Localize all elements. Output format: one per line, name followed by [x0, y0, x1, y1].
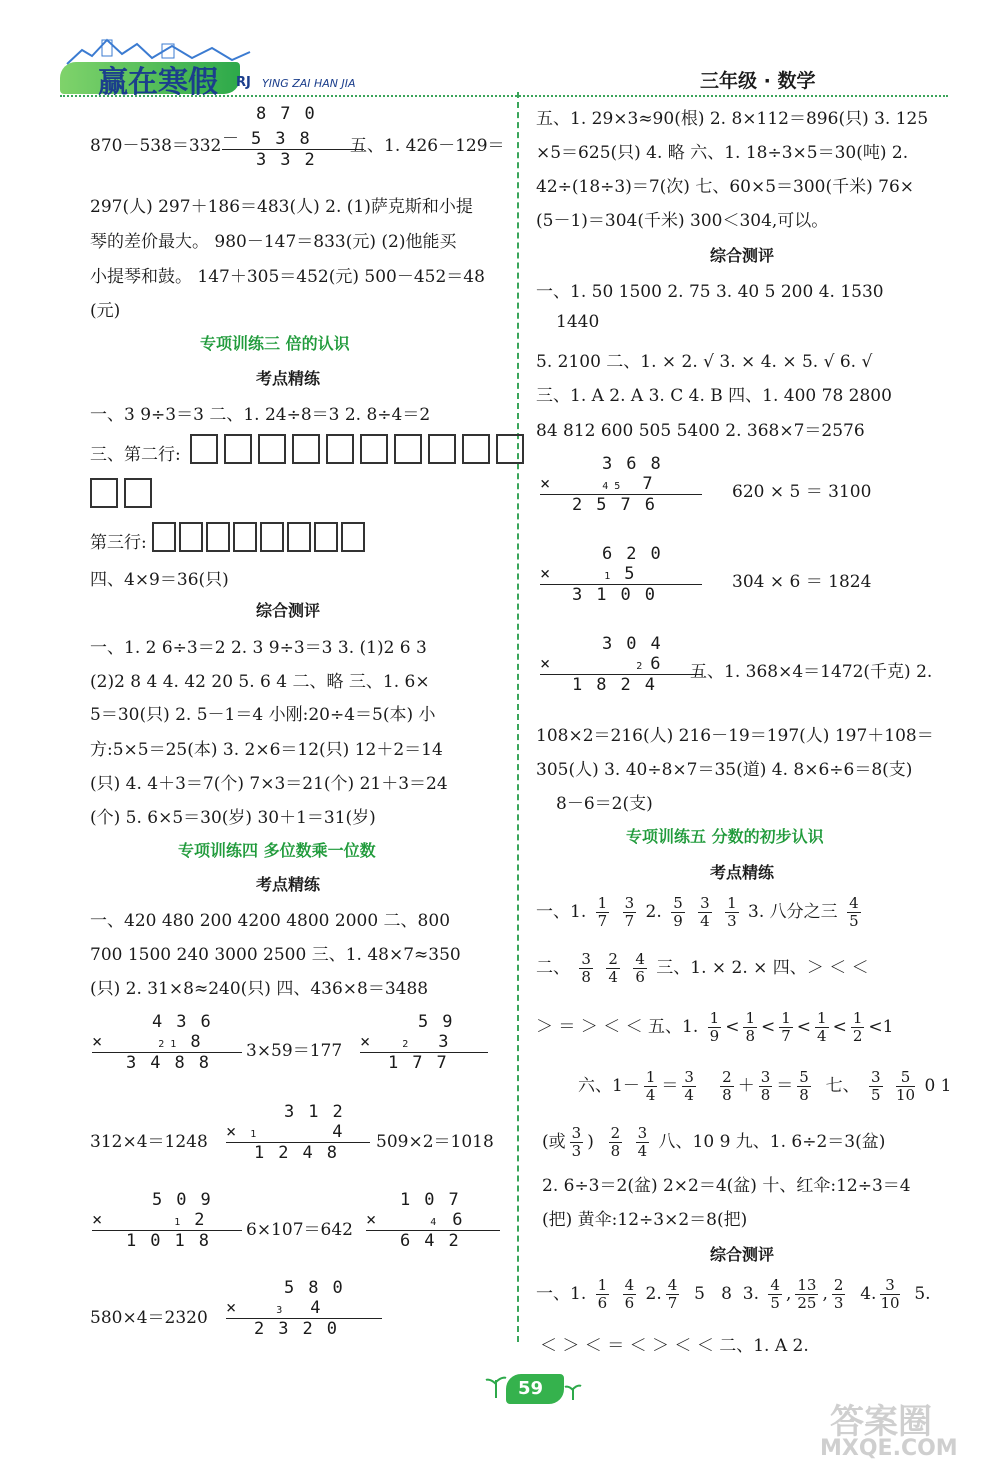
fraction: $\frac{1}{9}$ [709, 1009, 720, 1045]
header-divider [60, 95, 948, 97]
answer-label: 2. [645, 902, 662, 922]
section-title: 专项训练四 多位数乘一位数 [178, 841, 376, 860]
answer-line: 304 × 6 ＝ 1824 [732, 572, 872, 592]
fraction: $\frac{3}{10}$ [880, 1276, 900, 1312]
answer-label: 3. 八分之三 [748, 902, 838, 922]
vertical-calc-436x8: 436 × 2 1 8 3488 [92, 1012, 242, 1073]
answer-label: 七、 [825, 1076, 860, 1096]
answer-label: 八、10 9 九、1. 6÷2＝3(盆) [658, 1132, 886, 1152]
box-row-third [152, 522, 368, 552]
answer-line: ×5＝625(只) 4. 略 六、1. 18÷3×5＝30(吨) 2. [536, 143, 909, 163]
answer-line: (2)2 8 4 4. 42 20 5. 6 4 二、略 三、1. 6× [90, 672, 430, 692]
answer-line: 620 × 5 ＝ 3100 [732, 482, 872, 502]
fraction: $\frac{3}{8}$ [760, 1068, 771, 1104]
fraction: $\frac{1}{2}$ [852, 1009, 863, 1045]
answer-line: 580×4＝2320 [90, 1308, 208, 1328]
fraction: $\frac{4}{6}$ [635, 950, 645, 986]
fraction: $\frac{4}{5}$ [849, 894, 859, 930]
answer-line: 一、1. 50 1500 2. 75 3. 40 5 200 4. 1530 [536, 282, 884, 302]
fraction: $\frac{1}{8}$ [745, 1009, 755, 1045]
subsection-title: 综合测评 [710, 246, 775, 265]
answer-line: 三、1. A 2. A 3. C 4. B 四、1. 400 78 2800 [536, 386, 892, 406]
answer-label: 5. [914, 1284, 931, 1304]
fraction: $\frac{2}{3}$ [833, 1276, 844, 1312]
answer-line: 509×2＝1018 [376, 1132, 494, 1152]
box-row-second-wrap [90, 478, 158, 508]
fraction: $\frac{4}{7}$ [667, 1276, 678, 1312]
section-title: 专项训练三 倍的认识 [200, 334, 350, 353]
fraction-line-1 [536, 896, 865, 929]
fraction-line-5: (或 $\frac{3}{3}$ ) $\frac{2}{8}$ $\frac{3}{4}$ 八、10 9 九、1. 6÷2＝3(盆) [542, 1124, 886, 1160]
fraction: $\frac{2}{4}$ [608, 950, 618, 986]
fraction: $\frac{1}{4}$ [817, 1009, 827, 1045]
answer-label: 六、1－ [578, 1076, 640, 1096]
fraction: $\frac{4}{6}$ [624, 1276, 635, 1312]
page-number: 59 [518, 1378, 544, 1399]
sprout-icon [564, 1380, 582, 1402]
answer-line: 一、3 9÷3＝3 二、1. 24÷8＝3 2. 8÷4＝2 [90, 405, 431, 425]
answer-line: 305(人) 3. 40÷8×7＝35(道) 4. 8×6÷6＝8(支) [536, 760, 913, 780]
answer-line: 5. 2100 二、1. × 2. √ 3. × 4. × 5. √ 6. √ [536, 352, 873, 372]
fraction: $\frac{1}{7}$ [597, 894, 608, 930]
fraction: $\frac{13}{25}$ [797, 1276, 817, 1312]
answer-line: 1440 [556, 312, 600, 332]
answer-line: 琴的差价最大。 980－147＝833(元) (2)他能买 [90, 232, 457, 252]
subsection-title: 综合测评 [256, 601, 321, 620]
vertical-calc-870: 870 － 538 332 [222, 104, 364, 170]
vertical-calc-620x5: 620 × 1 5 3100 [540, 544, 702, 605]
answer-label: ＞ ＝ ＞ ＜ ＜ 五、1. [536, 1017, 699, 1037]
fraction: $\frac{3}{4}$ [684, 1068, 694, 1104]
fraction: $\frac{3}{4}$ [637, 1124, 648, 1160]
fraction: $\frac{3}{4}$ [700, 894, 710, 930]
fraction-line-3: ＞ ＝ ＞ ＜ ＜ 五、1. $\frac{1}{9}$ < $\frac{1}{8}$ < $\frac{1}{7}$ < $\frac{1}{4}$ < $\frac{1}{2}$ <1 [536, 1009, 894, 1045]
fraction: $\frac{5}{10}$ [895, 1068, 916, 1104]
book-pinyin: YING ZAI HAN JIA [262, 77, 356, 90]
answer-label: 三、1. × 2. × 四、＞ ＜ ＜ [656, 958, 869, 978]
fraction: $\frac{3}{7}$ [624, 894, 635, 930]
sprout-icon [484, 1370, 508, 1400]
answer-line: (把) 黄伞:12÷3×2＝8(把) [542, 1210, 748, 1230]
book-title: 赢在寒假 [98, 65, 218, 100]
watermark-logo: 答案圈 [830, 1402, 932, 1442]
answer-line: 一、1. 2 6÷3＝2 2. 3 9÷3＝3 3. (1)2 6 3 [90, 638, 427, 658]
vertical-calc-59x3: 59 × 2 3 177 [360, 1012, 488, 1073]
fraction: $\frac{5}{9}$ [673, 894, 683, 930]
answer-line: 700 1500 240 3000 2500 三、1. 48×7≈350 [90, 945, 461, 965]
answer-line: 297(人) 297＋186＝483(人) 2. (1)萨克斯和小提 [90, 197, 473, 217]
fraction: $\frac{1}{6}$ [597, 1276, 608, 1312]
answer-line: 870－538＝332 [90, 136, 222, 156]
answer-line: 五、1. 29×3≈90(根) 2. 8×112＝896(只) 3. 125 [536, 109, 929, 129]
answer-line: 三、第二行: [90, 445, 181, 465]
answer-line: 5＝30(只) 2. 5－1＝4 小刚:20÷4＝5(本) 小 [90, 705, 436, 725]
answer-line: (只) 4. 4＋3＝7(个) 7×3＝21(个) 21＋3＝24 [90, 774, 448, 794]
grade-subject: 三年级 · 数学 [700, 70, 816, 92]
answer-line: 84 812 600 505 5400 2. 368×7＝2576 [536, 421, 865, 441]
vertical-calc-312x4: 312 × 1 4 1248 [226, 1102, 370, 1163]
fraction: $\frac{1}{4}$ [645, 1068, 656, 1104]
answer-line: 6×107＝642 [246, 1220, 353, 1240]
vertical-calc-368x7: 368 × 4 5 7 2576 [540, 454, 702, 515]
section-title: 专项训练五 分数的初步认识 [626, 827, 824, 846]
fraction-line-6: 一、1. $\frac{1}{6}$ $\frac{4}{6}$ 2. $\frac{4}{7}$ 5 8 3. $\frac{4}{5}$ , $\frac{13}{25}$ , $\frac{2}{3}$ 4. $\frac{3}{10}$ 5. [536, 1276, 931, 1312]
fraction: $\frac{1}{3}$ [727, 894, 737, 930]
watermark-url: MXQE.COM [820, 1436, 958, 1461]
answer-line: 五、1. 426－129＝ [350, 136, 505, 156]
answer-line: 第三行: [90, 533, 147, 553]
fraction: $\frac{3}{3}$ [571, 1124, 582, 1160]
answer-line: 方:5×5＝25(本) 3. 2×6＝12(只) 12＋2＝14 [90, 740, 443, 760]
subsection-title: 考点精练 [256, 369, 321, 388]
vertical-calc-107x6: 107 × 4 6 642 [366, 1190, 500, 1251]
answer-line: (只) 2. 31×8≈240(只) 四、436×8＝3488 [90, 979, 429, 999]
fraction: $\frac{2}{8}$ [610, 1124, 621, 1160]
answer-line: 3×59＝177 [246, 1041, 343, 1061]
answer-line: 五、1. 368×4＝1472(千克) 2. [690, 662, 933, 682]
answer-label: 二、 [536, 958, 570, 978]
fraction-line-4: 六、1－ $\frac{1}{4}$ ＝ $\frac{3}{4}$ $\frac{2}{8}$ ＋ $\frac{3}{8}$ ＝ $\frac{5}{8}$ 七、 $\frac{3}{5}$ $\frac{5}{10}$ 0 1 [578, 1068, 952, 1104]
answer-line: ＜ ＞ ＜ ＝ ＜ ＞ ＜ ＜ 二、1. A 2. [540, 1336, 809, 1356]
fraction-line-2 [536, 952, 869, 985]
fraction: $\frac{1}{7}$ [781, 1009, 791, 1045]
answer-line: 四、4×9＝36(只) [90, 570, 229, 590]
answer-line: 312×4＝1248 [90, 1132, 208, 1152]
vertical-calc-304x6: 304 × 2 6 1824 [540, 634, 702, 695]
answer-line: (5－1)＝304(千米) 300＜304,可以。 [536, 211, 829, 231]
answer-line: 8－6＝2(支) [556, 794, 653, 814]
answer-line: 2. 6÷3＝2(盆) 2×2＝4(盆) 十、红伞:12÷3＝4 [542, 1176, 911, 1196]
fraction: $\frac{4}{5}$ [770, 1276, 780, 1312]
fraction: $\frac{3}{8}$ [581, 950, 591, 986]
answer-label: (或 [542, 1132, 566, 1152]
answer-line: (个) 5. 6×5＝30(岁) 30＋1＝31(岁) [90, 808, 376, 828]
box-row-second [190, 434, 530, 464]
vertical-calc-509x2: 509 × 1 2 1018 [92, 1190, 242, 1251]
answer-line: 42÷(18÷3)＝7(次) 七、60×5＝300(千米) 76× [536, 177, 915, 197]
subsection-title: 考点精练 [710, 863, 775, 882]
answer-line: (元) [90, 301, 121, 321]
edition-badge: RJ [236, 75, 251, 90]
fraction: $\frac{5}{8}$ [799, 1068, 809, 1104]
answer-label: 0 1 [924, 1076, 952, 1096]
vertical-calc-580x4: 580 × 3 4 2320 [226, 1278, 382, 1339]
answer-line: 小提琴和鼓。 147＋305＝452(元) 500－452＝48 [90, 267, 485, 287]
answer-label: 一、1. [536, 902, 587, 922]
subsection-title: 考点精练 [256, 875, 321, 894]
fraction: $\frac{2}{8}$ [722, 1068, 732, 1104]
fraction: $\frac{3}{5}$ [871, 1068, 881, 1104]
answer-line: 108×2＝216(人) 216－19＝197(人) 197＋108＝ [536, 726, 934, 746]
column-divider [517, 92, 519, 1342]
answer-label: 一、1. [536, 1284, 587, 1304]
answer-line: 一、420 480 200 4200 4800 2000 二、800 [90, 911, 451, 931]
subsection-title: 综合测评 [710, 1245, 775, 1264]
